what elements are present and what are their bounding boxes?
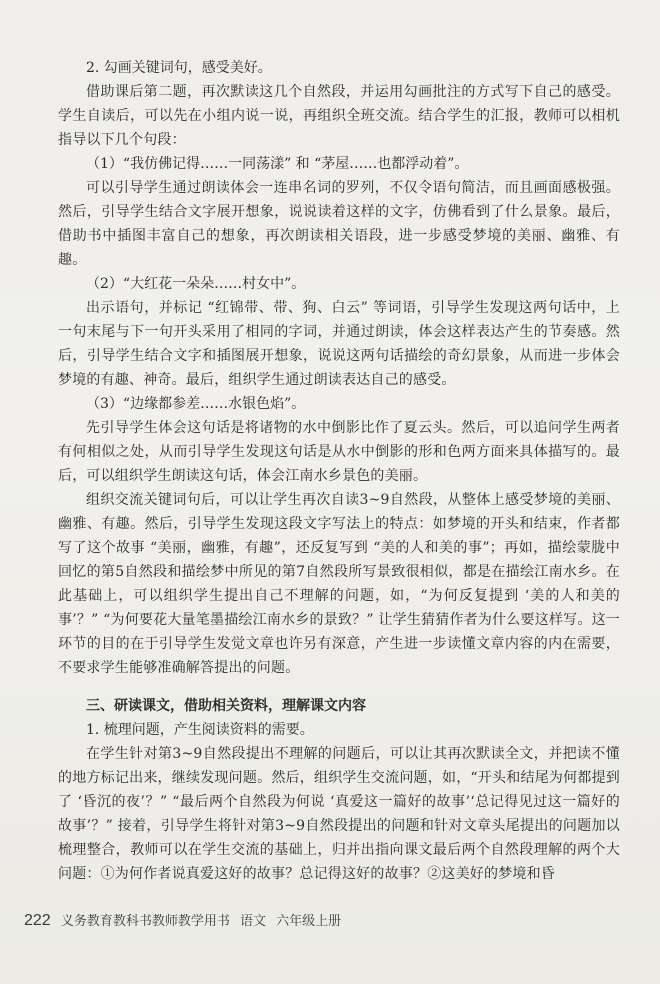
- footer-subject: 语文: [240, 914, 267, 929]
- paragraph-6: 在学生针对第3~9自然段提出不理解的问题后，可以让其再次默读全文，并把读不懂的地方标记出来，继续发现问题。然后，组织学生交流问题，如，“开头和结尾为何都提到了 ‘昏沉的夜’？” “最后两个自然段为何说 ‘真爱这一篇好的故事’‘总记得见过这一篇好的故事’？” 接着，引导学生将针对第3~9自然段提出的问题和针对文章头尾提出的问题加以梳理整合，教师可以在学生交流的基础上，归并出指向课文最后两个自然段理解的两个大问题：①为何作者说真爱这好的故事？总记得这好的故事？②这美好的梦境和昏: [58, 746, 620, 882]
- paragraph-1: 借助课后第二题，再次默读这几个自然段，并运用勾画批注的方式写下自己的感受。学生自读后，可以先在小组内说一说，再组织全班交流。结合学生的汇报，教师可以相机指导以下几个句段：: [58, 84, 620, 148]
- footer-series: 义务教育教科书教师教学用书: [60, 914, 230, 929]
- footer-grade: 六年级上册: [276, 914, 342, 929]
- subheading-2: 2. 勾画关键词句，感受美好。: [86, 60, 272, 76]
- quote-item-3: （3）“边缘都参差……水银色焰”。: [86, 396, 306, 412]
- page-number: 222: [24, 912, 51, 929]
- quote-item-2: （2）“大红花一朵朵……村女中”。: [86, 276, 306, 292]
- paragraph-3: 出示语句，并标记 “红锦带、带、狗、白云” 等词语，引导学生发现这两句话中，上一句末尾与下一句开头采用了相同的字词，并通过朗读，体会这样表达产生的节奏感。然后，引导学生结合文字和插图展开想象，说说这两句话描绘的奇幻景象，从而进一步体会梦境的有趣、神奇。最后，组织学生通过朗读表达自己的感受。: [58, 300, 620, 388]
- paragraph-2: 可以引导学生通过朗读体会一连串名词的罗列，不仅令语句简洁，而且画面感极强。然后，引导学生结合文字展开想象，说说读着这样的文字，仿佛看到了什么景象。最后，借助书中插图丰富自己的想象，再次朗读相关语段，进一步感受梦境的美丽、幽雅、有趣。: [58, 180, 620, 268]
- paragraph-4: 先引导学生体会这句话是将诸物的水中倒影比作了夏云头。然后，可以追问学生两者有何相似之处，从而引导学生发现这句话是从水中倒影的形和色两方面来具体描写的。最后，可以组织学生朗读这句话，体会江南水乡景色的美丽。: [58, 420, 620, 484]
- subheading-3-1: 1. 梳理问题，产生阅读资料的需要。: [86, 722, 314, 738]
- page-footer: [24, 910, 341, 930]
- quote-item-1: （1）“我仿佛记得……一同荡漾” 和 “茅屋……也都浮动着”。: [86, 156, 469, 172]
- paragraph-5: 组织交流关键词句后，可以让学生再次自读3~9自然段，从整体上感受梦境的美丽、幽雅、有趣。然后，引导学生发现这段文字写法上的特点：如梦境的开头和结束，作者都写了这个故事 “美丽，幽雅，有趣”，还反复写到 “美的人和美的事”；再如，描绘蒙胧中回忆的第5自然段和描绘梦中所见的第7自然段所写景致很相似，都是在描绘江南水乡。在此基础上，可以组织学生提出自己不理解的问题，如，“为何反复提到 ‘美的人和美的事’？” “为何要花大量笔墨描绘江南水乡的景致？” 让学生猜猜作者为什么要这样写。这一环节的目的在于引导学生发觉文章也许另有深意，产生进一步读懂文章内容的内在需要，不要求学生能够准确解答提出的问题。: [58, 492, 620, 676]
- section-heading-3: 三、研读课文，借助相关资料，理解课文内容: [86, 698, 366, 714]
